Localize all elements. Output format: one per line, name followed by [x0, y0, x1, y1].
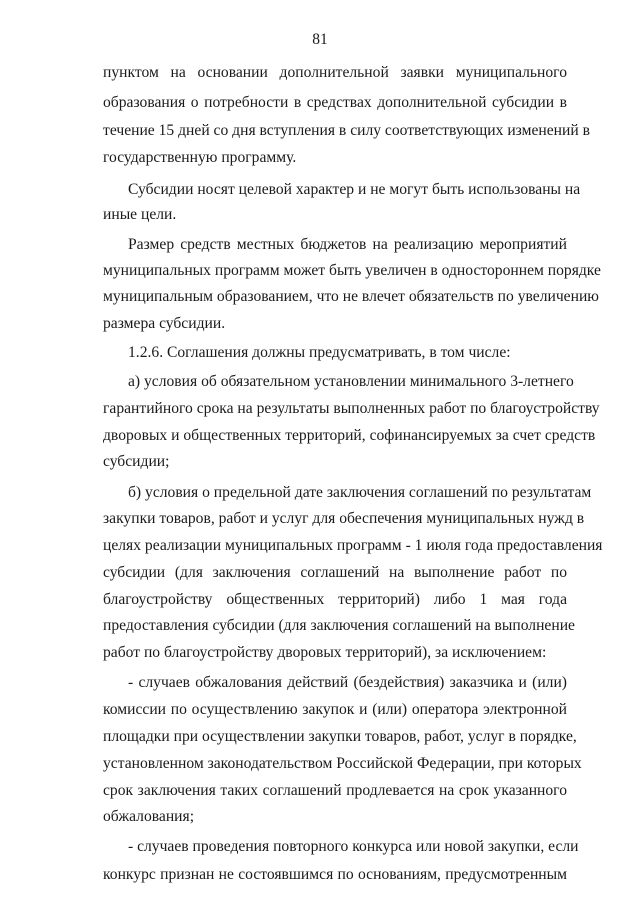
text-line: субсидии;	[103, 453, 170, 470]
text-line: установленном законодательством Российской Федерации, при которых	[103, 755, 582, 772]
text-line: пунктом на основании дополнительной заявки муниципального	[103, 64, 567, 81]
text-line: образования о потребности в средствах дополнительной субсидии в	[103, 94, 567, 111]
page-number: 81	[312, 31, 328, 48]
text-line: гарантийного срока на результаты выполненных работ по благоустройству	[103, 400, 600, 417]
text-line: размера субсидии.	[103, 315, 226, 332]
text-line: муниципальным образованием, что не влечет обязательств по увеличению	[103, 288, 599, 305]
text-line: иные цели.	[103, 206, 177, 223]
text-line: - случаев обжалования действий (бездействия) заказчика и (или)	[128, 674, 567, 691]
text-line: обжалования;	[103, 808, 195, 825]
text-line: б) условия о предельной дате заключения соглашений по результатам	[128, 484, 592, 501]
text-line: течение 15 дней со дня вступления в силу соответствующих изменений в	[103, 122, 590, 139]
text-line: государственную программу.	[103, 149, 297, 166]
text-line: дворовых и общественных территорий, софинансируемых за счет средств	[103, 427, 596, 444]
text-line: 1.2.6. Соглашения должны предусматривать, в том числе:	[128, 344, 511, 361]
text-line: площадки при осуществлении закупки товаров, работ, услуг в порядке,	[103, 728, 577, 745]
text-line: срок заключения таких соглашений продлевается на срок указанного	[103, 782, 567, 799]
text-line: субсидии (для заключения соглашений на выполнение работ по	[103, 564, 567, 581]
text-line: благоустройству общественных территорий) либо 1 мая года	[103, 591, 567, 608]
text-line: а) условия об обязательном установлении минимального 3-летнего	[128, 373, 574, 390]
text-line: комиссии по осуществлению закупок и (или) оператора электронной	[103, 701, 567, 718]
text-line: Размер средств местных бюджетов на реализацию мероприятий	[128, 236, 567, 253]
text-line: Субсидии носят целевой характер и не могут быть использованы на	[128, 181, 581, 198]
text-line: муниципальных программ может быть увеличен в одностороннем порядке	[103, 262, 601, 279]
text-line: закупки товаров, работ и услуг для обеспечения муниципальных нужд в	[103, 510, 585, 527]
text-line: работ по благоустройству дворовых территорий), за исключением:	[103, 644, 547, 661]
text-line: предоставления субсидии (для заключения соглашений на выполнение	[103, 617, 575, 634]
text-line: - случаев проведения повторного конкурса или новой закупки, если	[128, 838, 579, 855]
text-line: целях реализации муниципальных программ - 1 июля года предоставления	[103, 537, 603, 554]
text-line: конкурс признан не состоявшимся по основаниям, предусмотренным	[103, 866, 567, 883]
